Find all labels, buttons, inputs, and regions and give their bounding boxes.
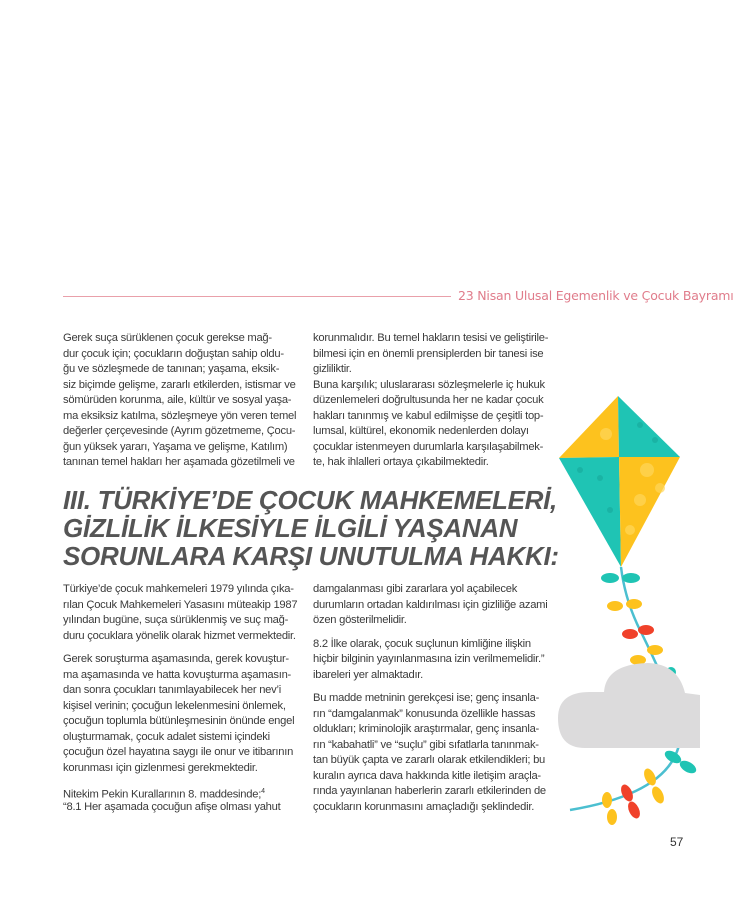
text-line: çocukların korunmasını amaçladığı şeklindedir. (313, 800, 535, 813)
text-line: GİZLİLİK İLKESİYLE İLGİLİ YAŞANAN (63, 513, 518, 543)
text-line: Buna karşılık; uluslararası sözleşmelerle iç hukuk (313, 378, 545, 391)
cloud-icon (558, 663, 700, 748)
text-line: ma aşamasında ve hatta kovuşturma aşamasın- (63, 668, 292, 681)
text-line: kuralın ayrıca dava hakkında kitle iletişim araçla- (313, 769, 541, 782)
text-line: rılan Çocuk Mahkemeleri Yasasını müteakip 1987 (63, 598, 298, 611)
text-line: ğu ve sözleşmede de tanınan; yaşama, eksik- (63, 363, 280, 375)
running-header: 23 Nisan Ulusal Egemenlik ve Çocuk Bayramı (458, 288, 734, 303)
text-line: korunması için gizlenmesi gerekmektedir. (63, 761, 258, 774)
text-line: çocuğun toplumla bütünleşmesinin önünde engel (63, 715, 295, 727)
kite-icon (559, 396, 680, 567)
text-line: ibareleri yer almaktadır. (313, 668, 424, 681)
text-line: rında yayınlanan haberlerin zararlı etkilerinden de (313, 785, 546, 797)
text-line: damgalanması gibi zararlara yol açabilecek (313, 583, 518, 595)
text-line: dan sonra çocukları tanımlayabilecek her nev’i (63, 684, 281, 696)
text-line: durumların ortadan kaldırılması için gizliliğe azami (313, 598, 548, 611)
text-line: lumsal, kültürel, ekonomik nedenlerden dolayı (313, 425, 529, 437)
text-line: duru çocuklara yönelik olarak hizmet vermektedir. (63, 629, 296, 642)
text-line: oluşturmamak, çocuk adalet sistemi içindeki (63, 730, 270, 743)
text-line: SORUNLARA KARŞI UNUTULMA HAKKI: (63, 541, 559, 571)
text-line: rın “damgalanmak” konusunda özellikle hassas (313, 707, 536, 720)
text-line: hiçbir bilginin yayınlanmasına izin verilmemelidir.” (313, 653, 545, 665)
quote-line: “8.1 Her aşamada çocuğun afişe olması yahut (63, 800, 281, 813)
text-line: Türkiye’de çocuk mahkemeleri 1979 yılında çıka- (63, 583, 294, 595)
text-line: hakları tanınmış ve kabul edilmişse de çeşitli top- (313, 409, 544, 422)
text-line: Bu madde metninin gerekçesi ise; genç insanla- (313, 692, 540, 704)
bow-icons-lower (602, 748, 698, 825)
text-line: bilmesi için en önemli prensiplerden bir tanesi ise (313, 347, 544, 360)
text-line: te, hak ihlalleri ortaya çıkabilmektedir. (313, 456, 489, 468)
text-line: tan büyük çapta ve zararlı olarak etkilendikleri; bu (313, 754, 546, 766)
text-line: 8.2 İlke olarak, çocuk suçlunun kimliğine ilişkin (313, 637, 531, 650)
text-line: siz biçimde gelişme, zararlı etkilerden, istismar ve (63, 378, 296, 391)
text-line: dur çocuk için; çocukların doğuştan sahip oldu- (63, 347, 284, 360)
page-number: 57 (670, 835, 684, 849)
text-line: çocuğun özel hayatına saygı ile onur ve itibarının (63, 746, 294, 758)
text-line: tanınan temel hakları her aşamada gözetilmeli ve (63, 456, 295, 468)
text-line: Gerek suça sürüklenen çocuk gerekse mağ- (63, 332, 272, 344)
text-line: gizliliktir. (313, 363, 352, 375)
text-line: değerler çerçevesinde (Ayrım gözetmeme, Çocu- (63, 425, 296, 437)
text-line: ğun yüksek yararı, Yaşama ve gelişme, Katılım) (63, 440, 288, 453)
text-line: sömürüden korunma, aile, kültür ve sosyal yaşa- (63, 394, 292, 406)
text-line: çocuklar istenmeyen durumlarla karşılaşabilmek- (313, 440, 544, 453)
text-line: yılından bugüne, suça sürüklenmiş ve suç mağ- (63, 614, 289, 626)
text-line: düzenlemeleri doğrultusunda her ne kadar çocuk (313, 394, 544, 406)
text-line: korunmalıdır. Bu temel hakların tesisi ve geliştirile- (313, 332, 549, 344)
text-line: rın “kabahatli” ve “suçlu” gibi sıfatlarla tanınmak- (313, 738, 539, 751)
text-line: III. TÜRKİYE’DE ÇOCUK MAHKEMELERİ, (63, 485, 557, 515)
text-line: oldukları; kriminolojik araştırmalar, genç insanla- (313, 723, 540, 735)
text-line: özen gösterilmelidir. (313, 614, 407, 626)
text-line: Gerek soruşturma aşamasında, gerek kovuştur- (63, 653, 289, 665)
text-line: kişisel verinin; çocuğun lekelenmesini önlemek, (63, 699, 286, 712)
pekin-line: Nitekim Pekin Kurallarının 8. maddesinde;$^4$ (63, 788, 265, 801)
text-line: ma eksiksiz katılma, sözleşmeye yön veren temel (63, 409, 297, 422)
footnote-ref[interactable]: 4 (261, 788, 265, 795)
